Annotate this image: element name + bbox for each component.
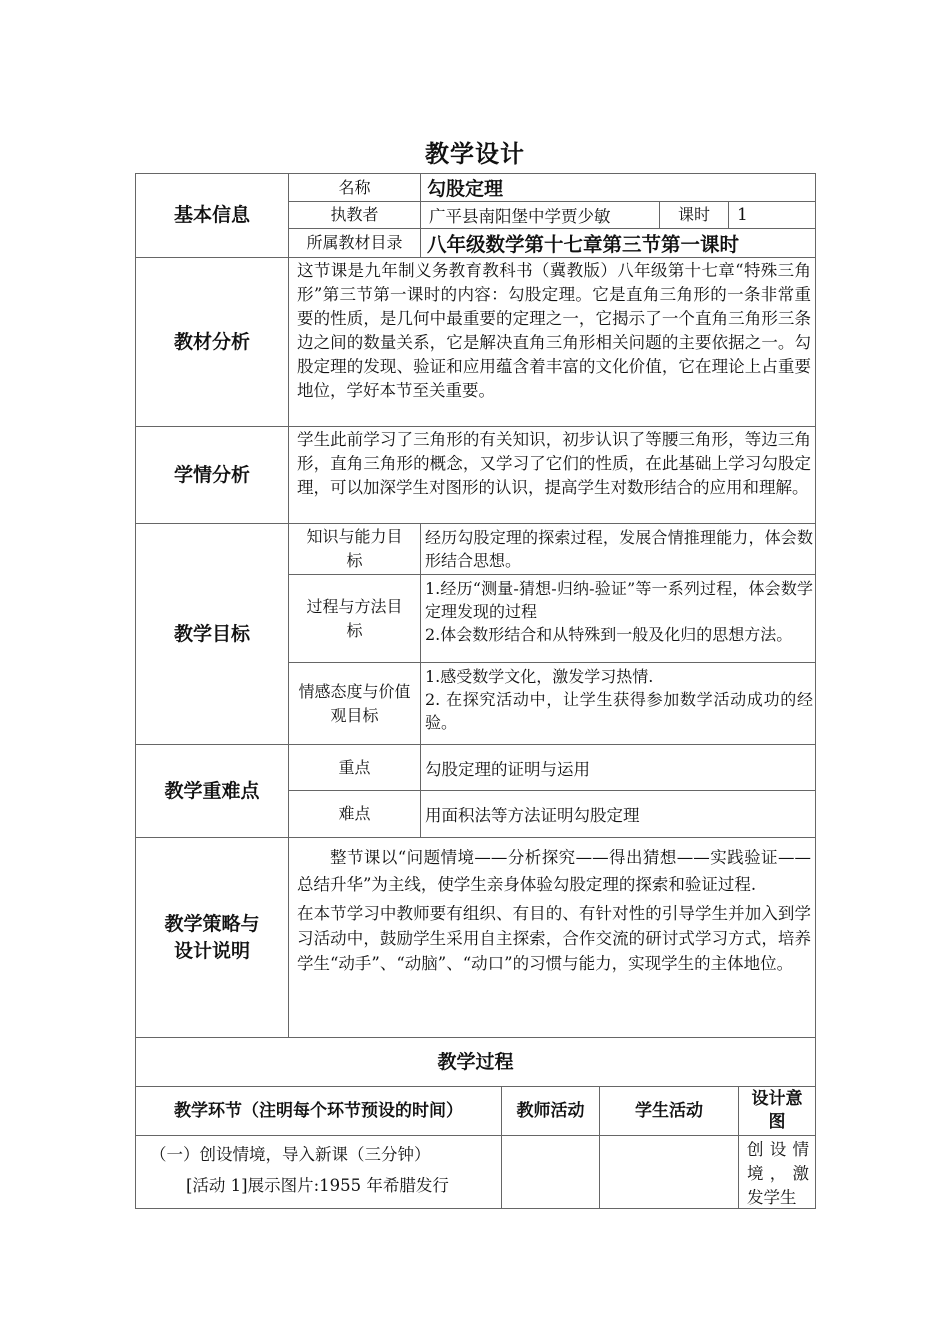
emotion-goal-line-2: 2. 在探究活动中，让学生获得参加数学活动成功的经验。 (425, 690, 813, 732)
process-row-step (135, 1135, 502, 1209)
difficult-point-text: 用面积法等方法证明勾股定理 (420, 790, 816, 838)
process-col-intent: 设计意图 (738, 1086, 816, 1136)
strategy-text (288, 837, 816, 1038)
knowledge-goal-text: 经历勾股定理的探索过程，发展合情推理能力，体会数形结合思想。 (420, 523, 816, 575)
process-goal-text (420, 574, 816, 663)
difficult-point-label: 难点 (288, 790, 421, 838)
key-point-text: 勾股定理的证明与运用 (420, 744, 816, 791)
textbook-value: 八年级数学第十七章第三节第一课时 (420, 228, 816, 258)
textbook-label: 所属教材目录 (288, 228, 421, 258)
emotion-goal-line-1: 1.感受数学文化，激发学习热情. (425, 667, 654, 686)
process-step-line-2: [活动 1]展示图片:1955 年希腊发行 (186, 1176, 449, 1195)
emotion-goal-text (420, 662, 816, 745)
strategy-heading: 教学策略与设计说明 (135, 837, 289, 1038)
author-label: 执教者 (288, 201, 421, 229)
teaching-process-heading: 教学过程 (135, 1037, 816, 1087)
strategy-paragraph-2: 在本节学习中教师要有组织、有目的、有针对性的引导学生并加入到学习活动中，鼓励学生采用自主探索，合作交流的研讨式学习方式，培养学生“动手”、“动脑”、“动口”的习惯与能力，实现学生的主体地位。 (297, 904, 811, 973)
process-row-student (599, 1135, 739, 1209)
process-step-line-1: （一）创设情境，导入新课（三分钟） (150, 1145, 431, 1164)
emotion-goal-label: 情感态度与价值观目标 (288, 662, 421, 745)
student-analysis-heading: 学情分析 (135, 426, 289, 524)
process-col-step: 教学环节（注明每个环节预设的时间） (135, 1086, 502, 1136)
material-analysis-text: 这节课是九年制义务教育教科书（冀教版）八年级第十七章“特殊三角形”第三节第一课时的内容：勾股定理。它是直角三角形的一条非常重要的性质，是几何中最重要的定理之一，它揭示了一个直角三角形三条边之间的数量关系，它是解决直角三角形相关问题的主要依据之一。勾股定理的发现、验证和应用蕴含着丰富的文化价值，它在理论上占重要地位，学好本节至关重要。 (288, 257, 816, 427)
key-difficult-heading: 教学重难点 (135, 744, 289, 838)
process-col-teacher: 教师活动 (501, 1086, 600, 1136)
key-point-label: 重点 (288, 744, 421, 791)
strategy-paragraph-1: 整节课以“问题情境——分析探究——得出猜想——实践验证——总结升华”为主线，使学生亲身体验勾股定理的探索和验证过程. (297, 848, 811, 894)
process-goal-line-2: 2.体会数形结合和从特殊到一般及化归的思想方法。 (425, 625, 793, 644)
student-analysis-text: 学生此前学习了三角形的有关知识，初步认识了等腰三角形，等边三角形，直角三角形的概念，又学习了它们的性质，在此基础上学习勾股定理，可以加深学生对图形的认识，提高学生对数形结合的应用和理解。 (288, 426, 816, 524)
author-value: 广平县南阳堡中学贾少敏 (420, 201, 660, 229)
name-label: 名称 (288, 173, 421, 202)
process-goal-label: 过程与方法目标 (288, 574, 421, 663)
period-value: 1 (728, 201, 816, 229)
process-row-intent: 创设情境，激发学生 (738, 1135, 816, 1209)
material-analysis-heading: 教材分析 (135, 257, 289, 427)
process-row-teacher (501, 1135, 600, 1209)
basic-info-heading: 基本信息 (135, 173, 289, 258)
process-col-student: 学生活动 (599, 1086, 739, 1136)
period-label: 课时 (659, 201, 729, 229)
name-value: 勾股定理 (420, 173, 816, 202)
teaching-goals-heading: 教学目标 (135, 523, 289, 745)
page-title: 教学设计 (425, 140, 525, 168)
process-goal-line-1: 1.经历“测量-猜想-归纳-验证”等一系列过程，体会数学定理发现的过程 (425, 579, 813, 621)
knowledge-goal-label: 知识与能力目标 (288, 523, 421, 575)
